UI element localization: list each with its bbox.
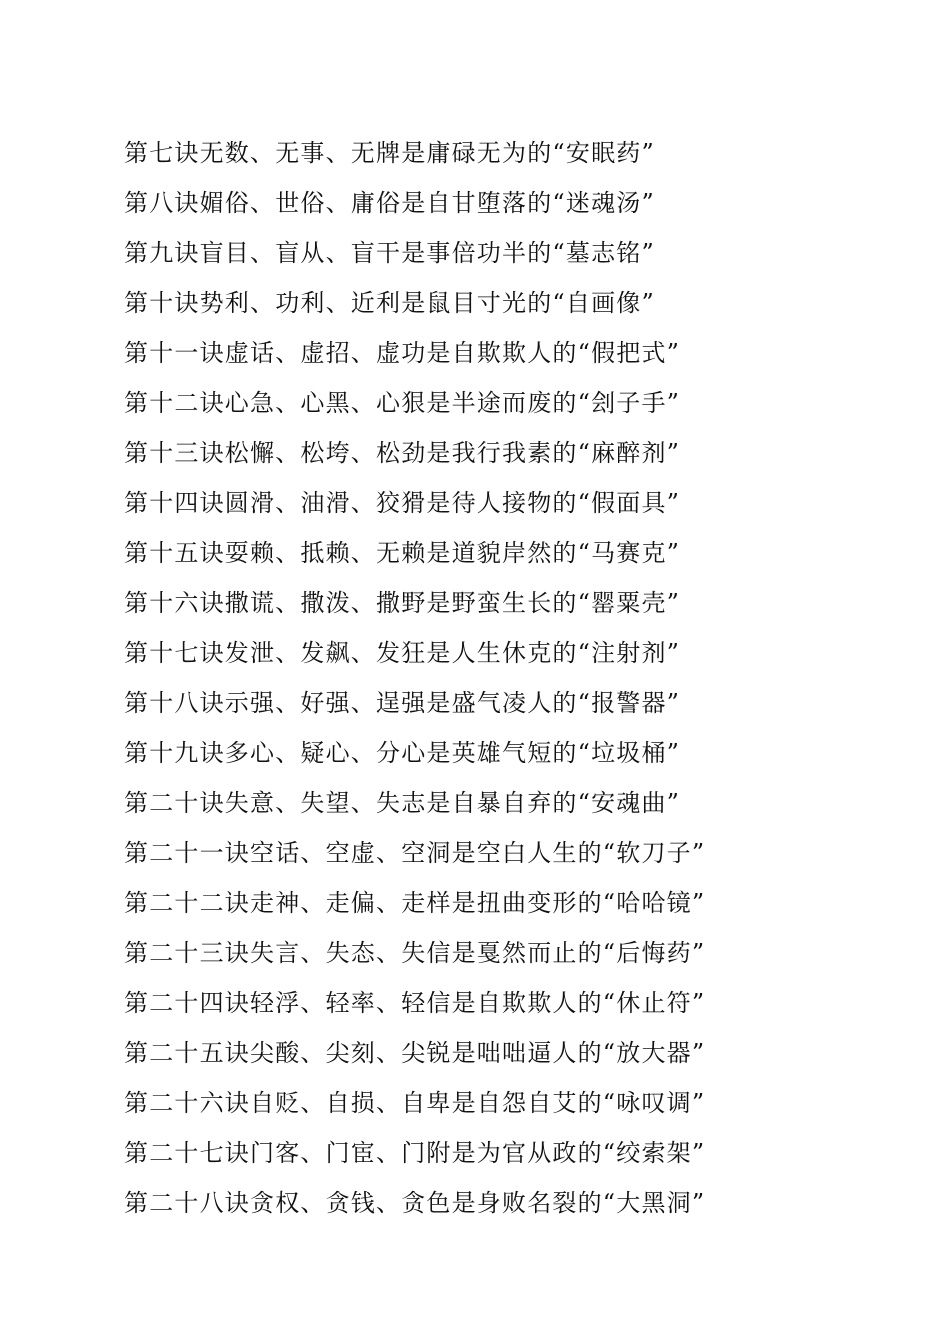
rule-line-9: 第九诀盲目、盲从、盲干是事倍功半的“墓志铭” bbox=[124, 239, 655, 267]
rule-line-16: 第十六诀撒谎、撒泼、撒野是野蛮生长的“罂粟壳” bbox=[124, 589, 681, 617]
rule-line-11: 第十一诀虚话、虚招、虚功是自欺欺人的“假把式” bbox=[124, 339, 681, 367]
rule-list bbox=[124, 128, 924, 1228]
rule-line-24: 第二十四诀轻浮、轻率、轻信是自欺欺人的“休止符” bbox=[124, 989, 706, 1017]
rule-line-13: 第十三诀松懈、松垮、松劲是我行我素的“麻醉剂” bbox=[124, 439, 681, 467]
rule-line-7: 第七诀无数、无事、无牌是庸碌无为的“安眠药” bbox=[124, 139, 655, 167]
rule-line-12: 第十二诀心急、心黑、心狠是半途而废的“刽子手” bbox=[124, 389, 681, 417]
rule-line-15: 第十五诀耍赖、抵赖、无赖是道貌岸然的“马赛克” bbox=[124, 539, 681, 567]
rule-line-10: 第十诀势利、功利、近利是鼠目寸光的“自画像” bbox=[124, 289, 655, 317]
rule-line-8: 第八诀媚俗、世俗、庸俗是自甘堕落的“迷魂汤” bbox=[124, 189, 655, 217]
rule-line-14: 第十四诀圆滑、油滑、狡猾是待人接物的“假面具” bbox=[124, 489, 681, 517]
rule-line-23: 第二十三诀失言、失态、失信是戛然而止的“后悔药” bbox=[124, 939, 706, 967]
rule-line-22: 第二十二诀走神、走偏、走样是扭曲变形的“哈哈镜” bbox=[124, 889, 706, 917]
rule-line-17: 第十七诀发泄、发飙、发狂是人生休克的“注射剂” bbox=[124, 639, 681, 667]
rule-line-27: 第二十七诀门客、门宦、门附是为官从政的“绞索架” bbox=[124, 1139, 706, 1167]
rule-line-21: 第二十一诀空话、空虚、空洞是空白人生的“软刀子” bbox=[124, 839, 706, 867]
rule-line-28: 第二十八诀贪权、贪钱、贪色是身败名裂的“大黑洞” bbox=[124, 1189, 706, 1217]
rule-line-19: 第十九诀多心、疑心、分心是英雄气短的“垃圾桶” bbox=[124, 739, 681, 767]
rule-line-25: 第二十五诀尖酸、尖刻、尖锐是咄咄逼人的“放大器” bbox=[124, 1039, 706, 1067]
rule-line-18: 第十八诀示强、好强、逞强是盛气凌人的“报警器” bbox=[124, 689, 681, 717]
rule-line-20: 第二十诀失意、失望、失志是自暴自弃的“安魂曲” bbox=[124, 789, 681, 817]
rule-line-26: 第二十六诀自贬、自损、自卑是自怨自艾的“咏叹调” bbox=[124, 1089, 706, 1117]
